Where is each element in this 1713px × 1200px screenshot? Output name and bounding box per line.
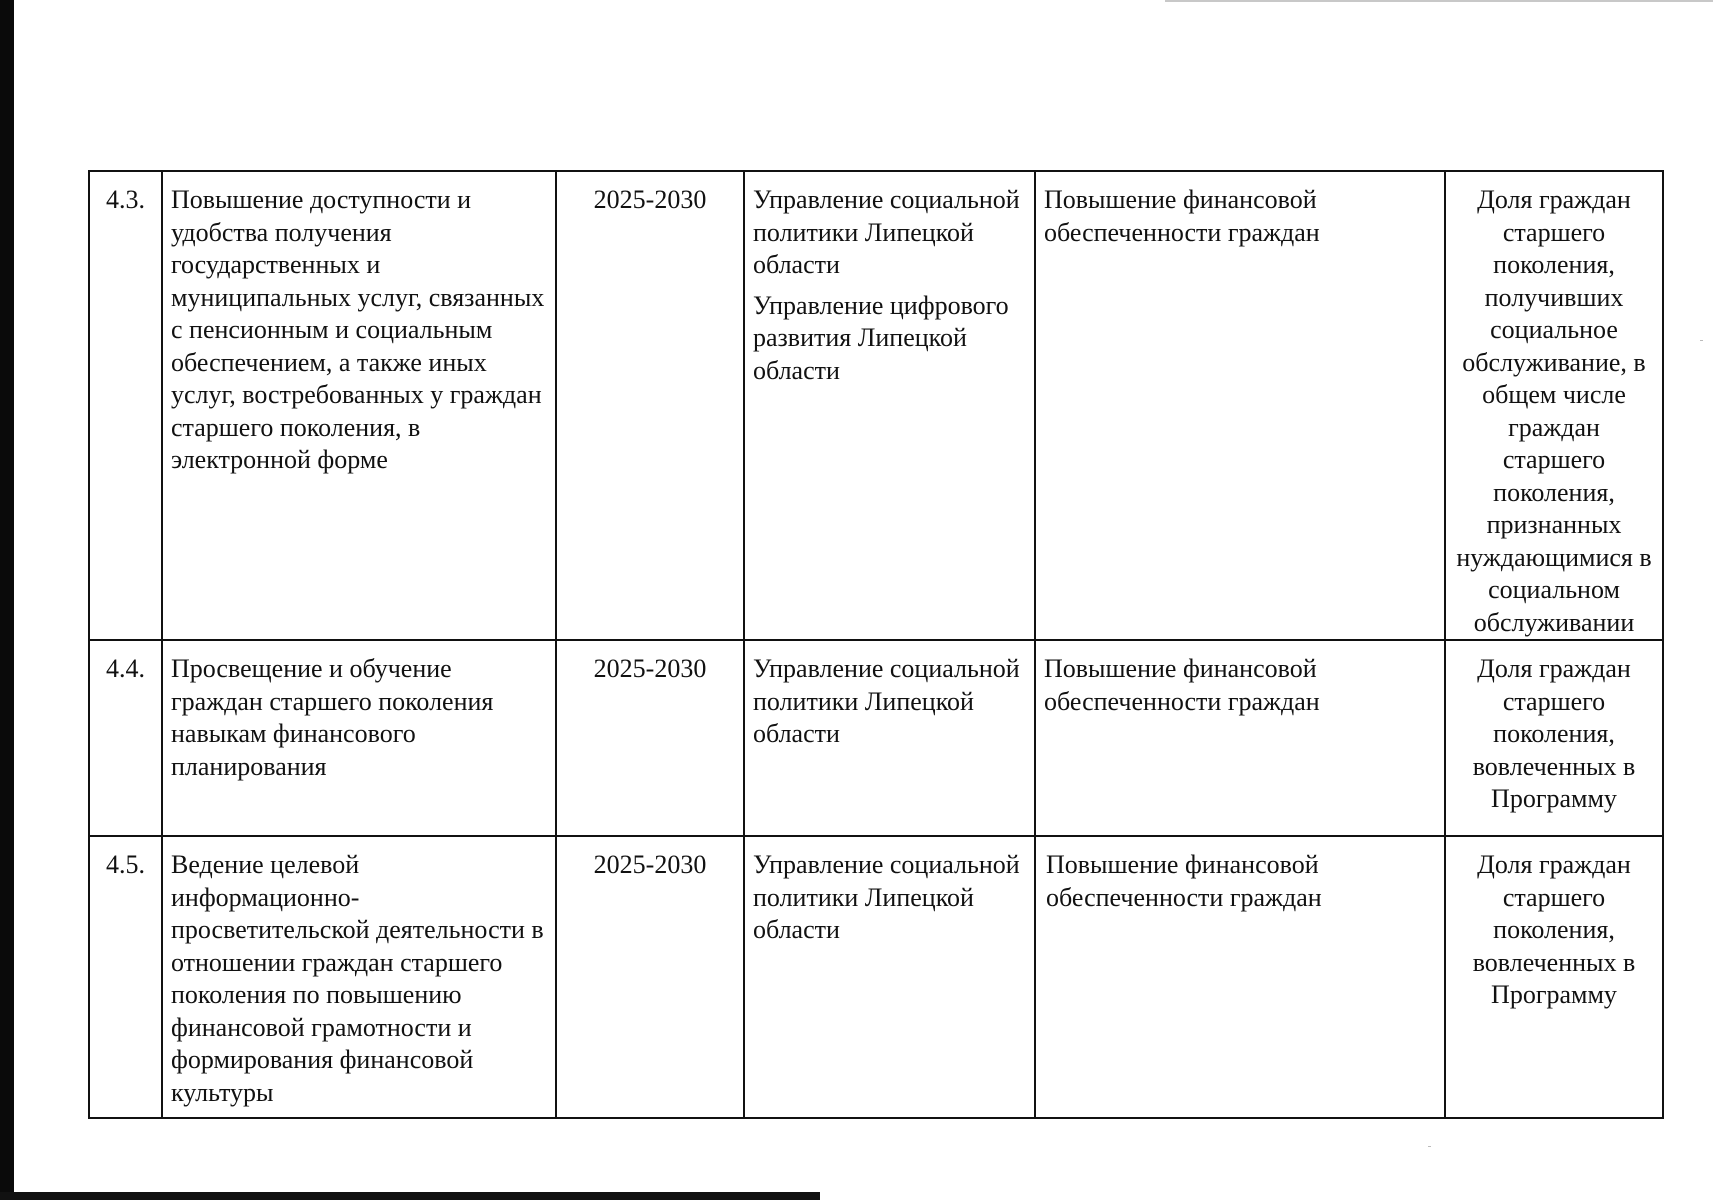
responsible-cell bbox=[744, 640, 1035, 836]
activity-cell: Повышение доступности и удобства получения государственных и муниципальных услуг, связанных с пенсионным и социальным обеспечением, а также иных услуг, востребованных у граждан старшего поколения, в электронной форме bbox=[162, 171, 556, 640]
scan-speck bbox=[1428, 1146, 1431, 1147]
indicator-cell: Доля граждан старшего поколения, вовлеченных в Программу bbox=[1445, 640, 1663, 836]
activity-cell: Ведение целевой информационно-просветительской деятельности в отношении граждан старшего поколения по повышению финансовой грамотности и формирования финансовой культуры bbox=[162, 836, 556, 1118]
scan-speck bbox=[1700, 340, 1703, 341]
result-cell: Повышение финансовой обеспеченности граждан bbox=[1035, 171, 1445, 640]
responsible-cell bbox=[744, 171, 1035, 640]
result-cell: Повышение финансовой обеспеченности граждан bbox=[1035, 640, 1445, 836]
activity-cell: Просвещение и обучение граждан старшего поколения навыкам финансового планирования bbox=[162, 640, 556, 836]
table-row bbox=[89, 171, 1663, 640]
period-cell: 2025-2030 bbox=[556, 836, 744, 1118]
period-cell: 2025-2030 bbox=[556, 640, 744, 836]
indicator-cell: Доля граждан старшего поколения, вовлеченных в Программу bbox=[1445, 836, 1663, 1118]
result-cell: Повышение финансовой обеспеченности граждан bbox=[1035, 836, 1445, 1118]
row-number: 4.3. bbox=[89, 171, 162, 640]
responsible-body: Управление цифрового развития Липецкой области bbox=[753, 290, 1009, 385]
row-number: 4.5. bbox=[89, 836, 162, 1118]
scan-edge-left bbox=[0, 0, 14, 1200]
row-number: 4.4. bbox=[89, 640, 162, 836]
scan-edge-bottom bbox=[0, 1192, 820, 1200]
responsible-body: Управление социальной политики Липецкой области bbox=[753, 185, 1020, 279]
indicator-cell: Доля граждан старшего поколения, получивших социальное обслуживание, в общем числе граждан старшего поколения, признанных нуждающимися в социальном обслуживании bbox=[1445, 171, 1663, 640]
table-row bbox=[89, 836, 1663, 1118]
measures-table bbox=[88, 170, 1664, 1119]
period-cell: 2025-2030 bbox=[556, 171, 744, 640]
responsible-body: Управление социальной политики Липецкой области bbox=[753, 654, 1020, 748]
table-row bbox=[89, 640, 1663, 836]
responsible-cell bbox=[744, 836, 1035, 1118]
responsible-body: Управление социальной политики Липецкой области bbox=[753, 850, 1020, 944]
scan-edge-top bbox=[1165, 0, 1713, 2]
